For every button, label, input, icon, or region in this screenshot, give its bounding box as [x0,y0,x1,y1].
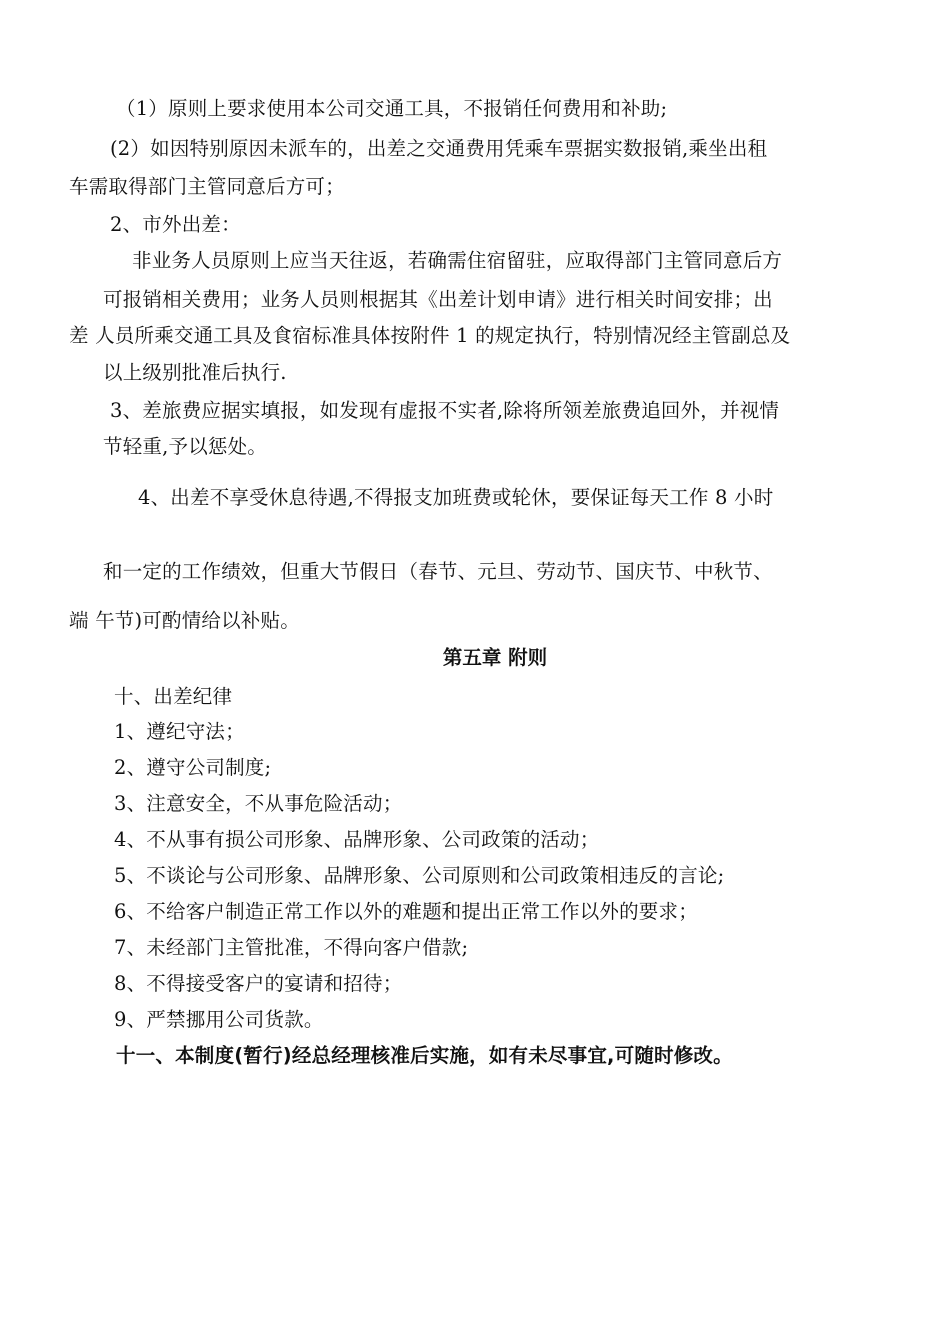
out-of-town-paragraph-line3: 差 人员所乘交通工具及食宿标准具体按附件 1 的规定执行，特别情况经主管副总及 [69,324,791,347]
section-3-expense-report-line1: 3、差旅费应据实填报，如发现有虚报不实者,除将所领差旅费追回外，并视情 [110,399,780,422]
chapter-title-text: 第五章 附则 [442,646,548,669]
out-of-town-paragraph-line4: 以上级别批准后执行. [103,361,287,384]
list-item: 3、注意安全，不从事危险活动； [114,792,403,815]
list-item: 7、未经部门主管批准，不得向客户借款; [114,936,469,959]
list-item: 2、遵守公司制度; [114,756,272,779]
discipline-heading: 十、出差纪律 [114,685,233,708]
section-2-out-of-town-heading: 2、市外出差： [110,213,241,236]
rule-1-local-company-vehicle: （1）原则上要求使用本公司交通工具，不报销任何费用和补助; [116,97,668,120]
list-item: 8、不得接受客户的宴请和招待； [114,972,403,995]
section-4-no-rest-line2: 和一定的工作绩效，但重大节假日（春节、元旦、劳动节、国庆节、中秋节、 [103,560,773,583]
list-item: 5、不谈论与公司形象、品牌形象、公司原则和公司政策相违反的言论; [114,864,725,887]
out-of-town-paragraph-line1: 非业务人员原则上应当天往返，若确需住宿留驻，应取得部门主管同意后方 [132,249,783,272]
list-item: 9、严禁挪用公司货款。 [114,1008,324,1031]
closing-statement: 十一、本制度(暂行)经总经理核准后实施，如有未尽事宜,可随时修改。 [116,1044,733,1067]
section-3-expense-report-line2: 节轻重,予以惩处。 [103,435,267,458]
chapter-title [0,645,950,671]
section-4-no-rest-line1: 4、出差不享受休息待遇,不得报支加班费或轮休，要保证每天工作 8 小时 [138,486,774,509]
out-of-town-paragraph-line2: 可报销相关费用；业务人员则根据其《出差计划申请》进行相关时间安排；出 [103,288,773,311]
list-item: 1、遵纪守法； [114,720,245,743]
list-item: 6、不给客户制造正常工作以外的难题和提出正常工作以外的要求； [114,900,698,923]
section-4-no-rest-line3: 端 午节)可酌情给以补贴。 [69,609,300,632]
rule-2-taxi-reimbursement-line1: (2）如因特别原因未派车的，出差之交通费用凭乘车票据实数报销,乘坐出租 [110,137,768,160]
rule-2-taxi-reimbursement-line2: 车需取得部门主管同意后方可； [69,175,345,198]
list-item: 4、不从事有损公司形象、品牌形象、公司政策的活动； [114,828,600,851]
